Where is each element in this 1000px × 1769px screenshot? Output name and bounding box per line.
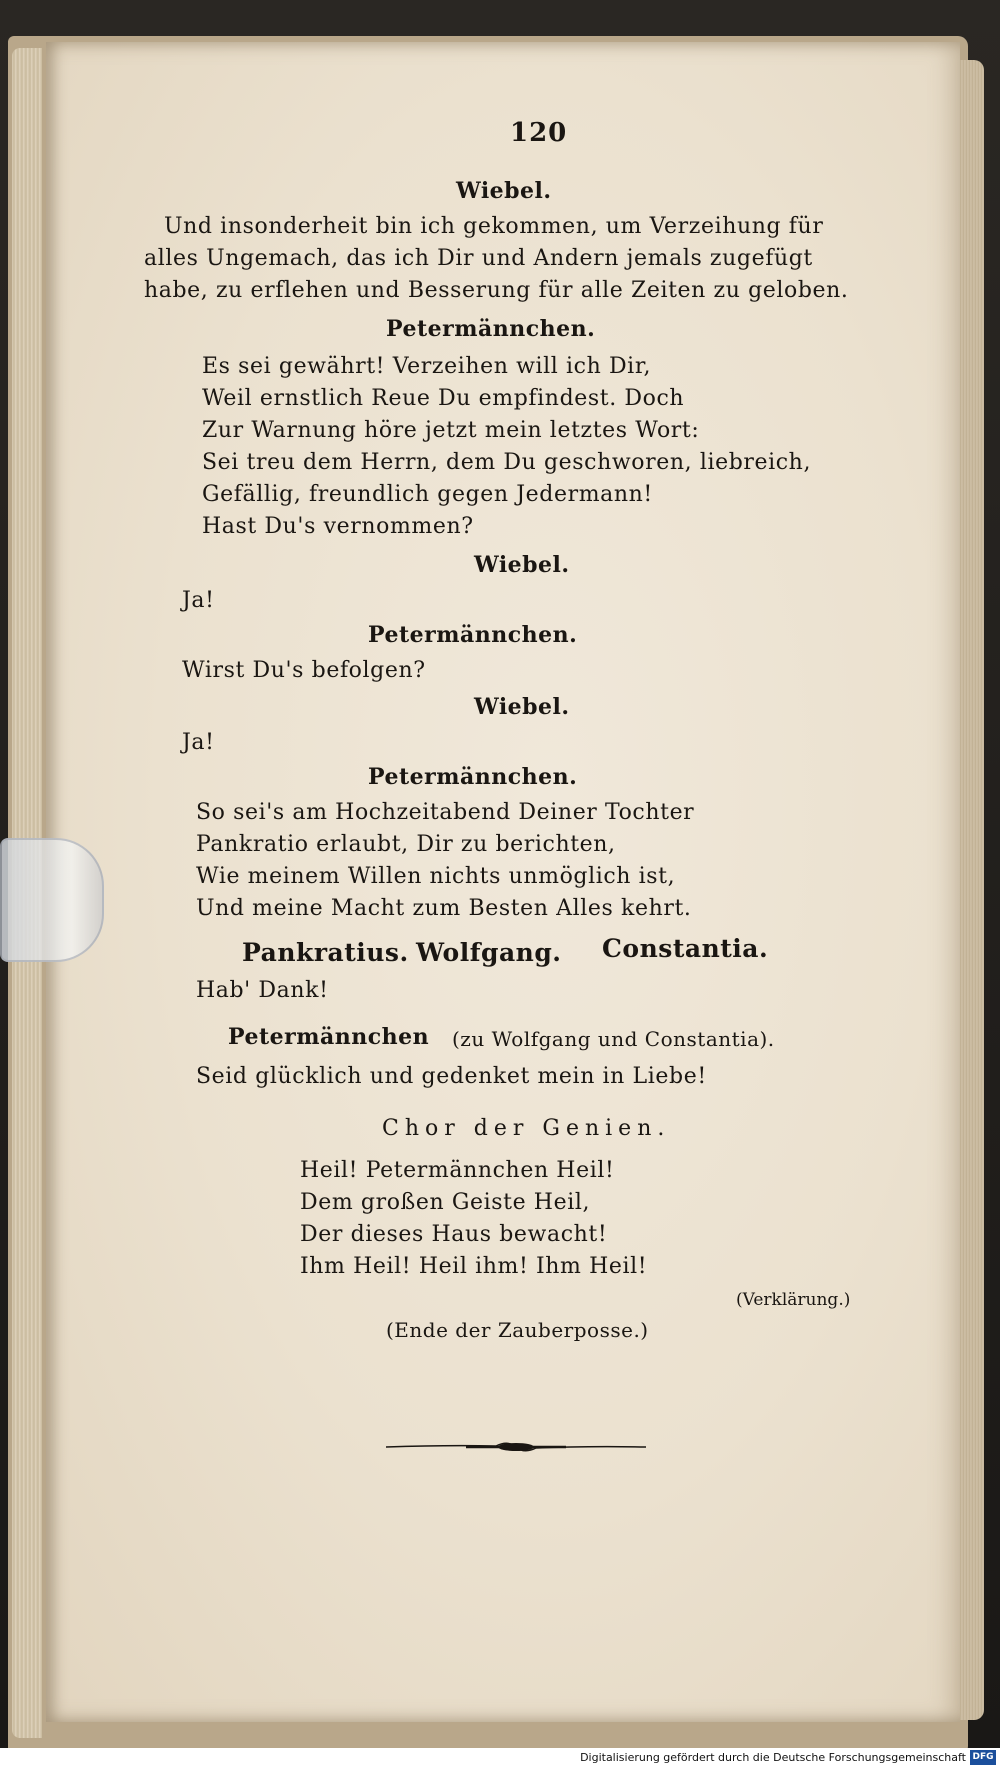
verse-line: Und meine Macht zum Besten Alles kehrt. [196, 896, 692, 921]
speaker-heading: Wiebel. [474, 694, 570, 720]
speaker-heading: Pankratius. [242, 938, 409, 967]
verse-line: Zur Warnung höre jetzt mein letztes Wort: [202, 418, 700, 443]
speaker-heading: Wiebel. [456, 178, 552, 204]
page-number: 120 [510, 118, 568, 148]
verse-line: Seid glücklich und gedenket mein in Liebe! [196, 1064, 707, 1089]
speaker-heading: Wiebel. [474, 552, 570, 578]
text-line: alles Ungemach, das ich Dir und Andern jemals zugefügt [144, 246, 813, 271]
verse-line: Heil! Petermännchen Heil! [300, 1158, 615, 1183]
verse-line: Wirst Du's befolgen? [182, 658, 426, 683]
speaker-heading: Wolfgang. [416, 938, 562, 967]
verse-line: Pankratio erlaubt, Dir zu berichten, [196, 832, 616, 857]
speaker-heading: Petermännchen. [368, 622, 578, 648]
stage-direction: (zu Wolfgang und Constantia). [452, 1027, 775, 1051]
verse-line: Ihm Heil! Heil ihm! Ihm Heil! [300, 1254, 648, 1279]
verse-line: Wie meinem Willen nichts unmöglich ist, [196, 864, 676, 889]
verse-line: Hab' Dank! [196, 978, 329, 1003]
verse-line: Ja! [182, 730, 215, 755]
verse-line: Der dieses Haus bewacht! [300, 1222, 608, 1247]
verse-line: Hast Du's vernommen? [202, 514, 474, 539]
verse-line: Dem großen Geiste Heil, [300, 1190, 591, 1215]
speaker-heading: Petermännchen. [386, 316, 596, 342]
footer-credit: Digitalisierung gefördert durch die Deutsche Forschungsgemeinschaft [580, 1751, 966, 1764]
chorus-heading: Chor der Genien. [382, 1116, 671, 1141]
page-stack-edge [956, 60, 984, 1720]
stage-direction: (Verklärung.) [736, 1290, 851, 1310]
verse-line: Sei treu dem Herrn, dem Du geschworen, liebreich, [202, 450, 812, 475]
verse-line: Gefällig, freundlich gegen Jedermann! [202, 482, 653, 507]
dfg-logo-icon: DFG [970, 1750, 996, 1765]
speaker-heading: Petermännchen. [368, 764, 578, 790]
speaker-heading: Petermännchen [228, 1024, 430, 1050]
text-line: habe, zu erflehen und Besserung für alle Zeiten zu geloben. [144, 278, 849, 303]
end-ornament-icon [386, 1436, 646, 1458]
speaker-heading: Constantia. [602, 934, 769, 963]
verse-line: Weil ernstlich Reue Du empfindest. Doch [202, 386, 685, 411]
text-line: Und insonderheit bin ich gekommen, um Verzeihung für [164, 214, 824, 239]
verse-line: Ja! [182, 588, 215, 613]
verse-line: So sei's am Hochzeitabend Deiner Tochter [196, 800, 695, 825]
book-page [46, 42, 960, 1722]
closing-note: (Ende der Zauberposse.) [386, 1318, 649, 1342]
page-clip [0, 838, 104, 962]
verse-line: Es sei gewährt! Verzeihen will ich Dir, [202, 354, 652, 379]
